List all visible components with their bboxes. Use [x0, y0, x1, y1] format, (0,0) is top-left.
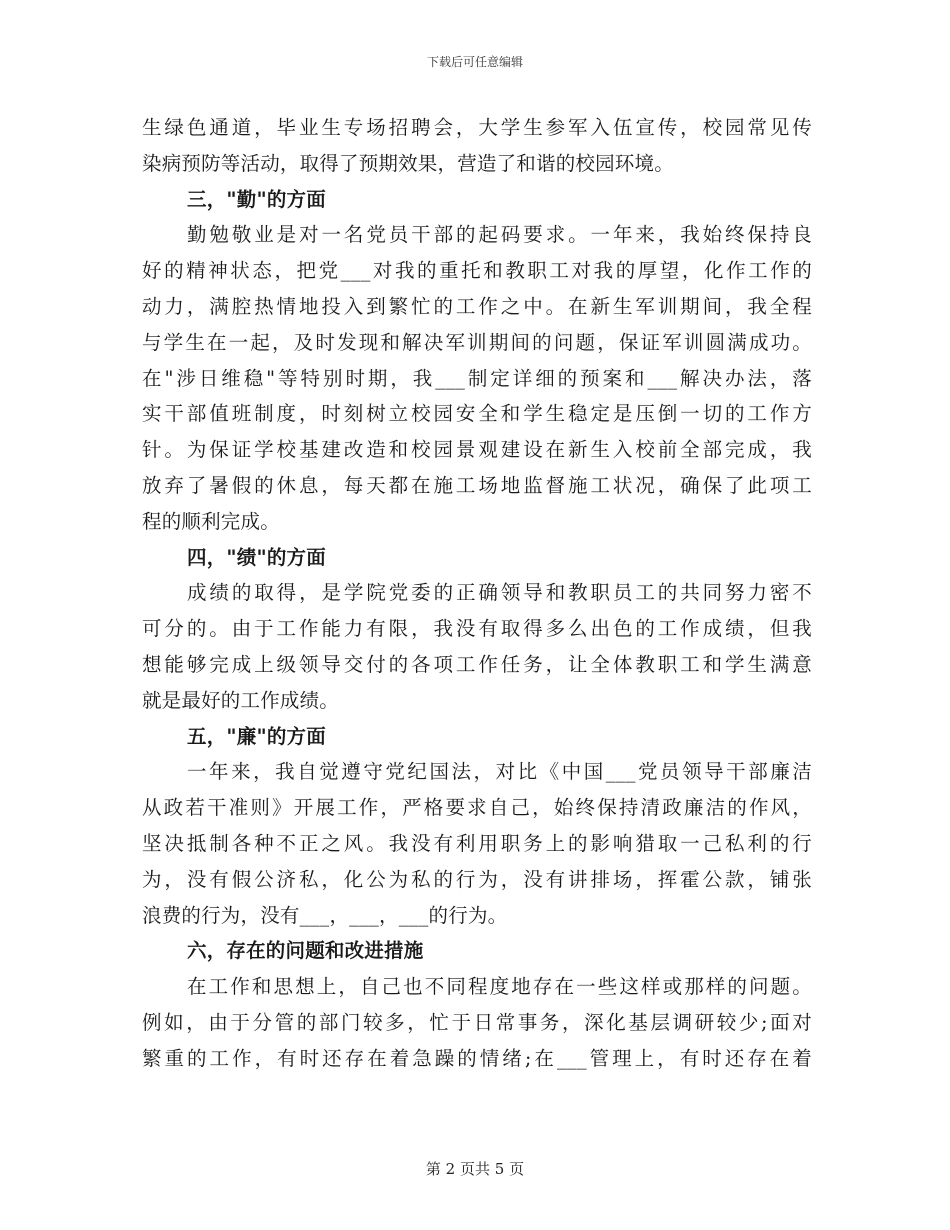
text-line: 好的精神状态，把党___对我的重托和教职工对我的厚望，化作工作的	[142, 259, 812, 283]
text-line: 勤勉敬业是对一名党员干部的起码要求。一年来，我始终保持良	[187, 223, 812, 247]
text-line: 就是最好的工作成绩。	[142, 688, 340, 712]
page-footer: 第 2 页共 5 页	[425, 1160, 525, 1178]
text-line: 繁重的工作，有时还存在着急躁的情绪;在___管理上，有时还存在着	[142, 1046, 812, 1070]
text-line: 程的顺利完成。	[142, 509, 280, 533]
text-line: 实干部值班制度，时刻树立校园安全和学生稳定是压倒一切的工作方	[142, 402, 812, 426]
text-line: 可分的。由于工作能力有限，我没有取得多么出色的工作成绩，但我	[142, 617, 812, 641]
text-line: 放弃了暑假的休息，每天都在施工场地监督施工状况，确保了此项工	[142, 473, 812, 497]
section-heading: 五，"廉"的方面	[187, 724, 326, 748]
text-line: 浪费的行为，没有___，___，___的行为。	[142, 903, 508, 927]
text-line: 成绩的取得，是学院党委的正确领导和教职员工的共同努力密不	[187, 581, 812, 605]
paragraph	[142, 754, 812, 933]
text-line: 为，没有假公济私，化公为私的行为，没有讲排场，挥霍公款，铺张	[142, 867, 812, 891]
text-line: 针。为保证学校基建改造和校园景观建设在新生入校前全部完成，我	[142, 438, 812, 462]
section-heading: 六，存在的问题和改进措施	[187, 939, 424, 963]
text-line: 在工作和思想上，自己也不同程度地存在一些这样或那样的问题。	[187, 975, 812, 999]
text-line: 与学生在一起，及时发现和解决军训期间的问题，保证军训圆满成功。	[142, 330, 812, 354]
text-line: 动力，满腔热情地投入到繁忙的工作之中。在新生军训期间，我全程	[142, 294, 812, 318]
text-line: 想能够完成上级领导交付的各项工作任务，让全体教职工和学生满意	[142, 652, 812, 676]
paragraph	[142, 575, 812, 718]
text-line: 染病预防等活动，取得了预期效果，营造了和谐的校园环境。	[142, 151, 674, 175]
text-line: 从政若干准则》开展工作，严格要求自己，始终保持清政廉洁的作风，	[142, 796, 812, 820]
paragraph	[142, 969, 812, 1076]
paragraph	[142, 217, 812, 539]
text-line: 坚决抵制各种不正之风。我没有利用职务上的影响猎取一己私利的行	[142, 831, 812, 855]
text-line: 生绿色通道，毕业生专场招聘会，大学生参军入伍宣传，校园常见传	[142, 116, 812, 139]
page-header: 下载后可任意编辑	[426, 55, 523, 69]
text-line: 一年来，我自觉遵守党纪国法，对比《中国___党员领导干部廉洁	[187, 760, 812, 784]
section-heading: 三，"勤"的方面	[187, 187, 326, 211]
text-line: 例如，由于分管的部门较多，忙于日常事务，深化基层调研较少;面对	[142, 1010, 812, 1034]
text-line: 在"涉日维稳"等特别时期，我___制定详细的预案和___解决办法，落	[142, 366, 812, 390]
document-body	[142, 110, 812, 1077]
paragraph	[142, 110, 812, 182]
section-heading: 四，"绩"的方面	[187, 545, 326, 569]
